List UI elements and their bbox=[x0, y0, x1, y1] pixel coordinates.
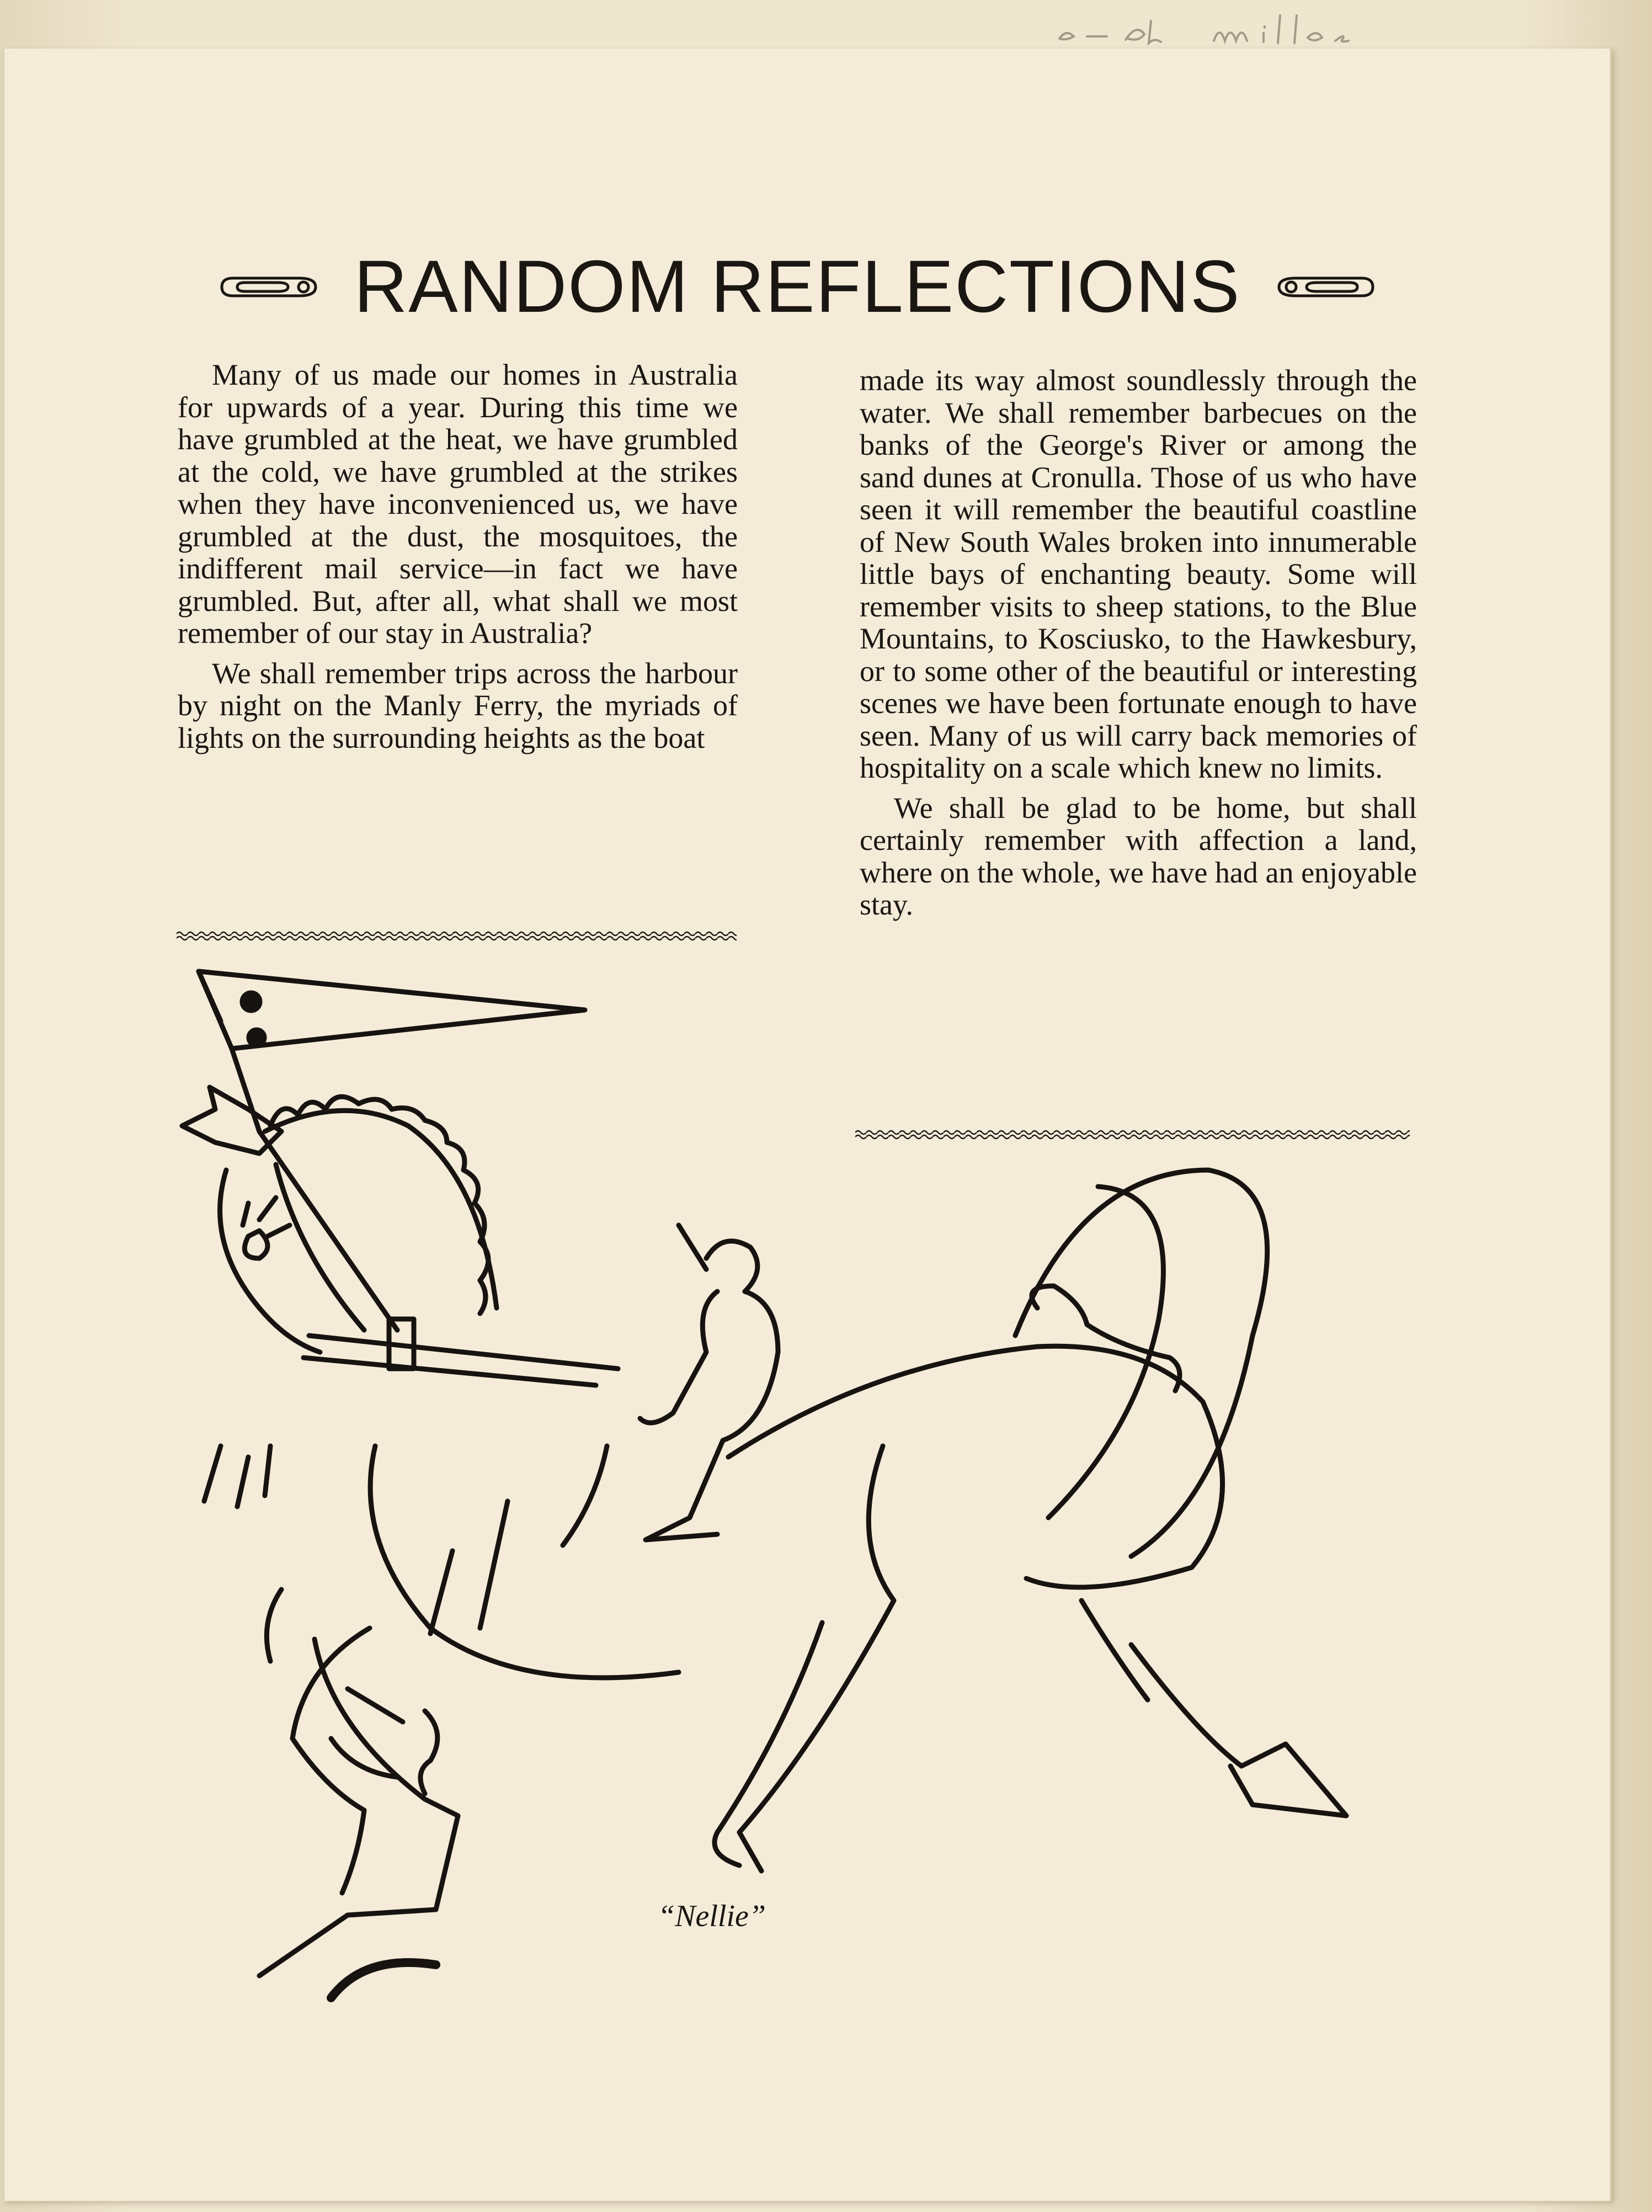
text-column-right bbox=[860, 364, 1417, 929]
title-row bbox=[177, 243, 1418, 331]
paragraph: We shall remember trips across the harbour by night on the Manly Ferry, the myriads of lights on the surrounding heights as the boat bbox=[178, 656, 738, 754]
text-column-left bbox=[178, 359, 738, 762]
page-title: RANDOM REFLECTIONS bbox=[354, 246, 1241, 328]
paragraph: We shall be glad to be home, but shall certainly remember with affection a land, where on the whole, we have had an enjoyable stay. bbox=[860, 791, 1417, 921]
horse-and-jockey-illustration bbox=[166, 949, 1435, 2042]
paragraph: Many of us made our homes in Australia for upwards of a year. During this time we have grumbled at the heat, we have grumbled at the cold, we have grumbled at the strikes when they have inconvenienced us, we have grumbled at the dust, the mosquitoes, the indifferent mail service—in fact we have grumbled. But, after all, what shall we most remember of our stay in Australia? bbox=[178, 358, 738, 650]
illustration-caption: “Nellie” bbox=[657, 1899, 766, 1933]
handwritten-signature bbox=[1048, 4, 1435, 54]
wavy-divider bbox=[177, 930, 737, 942]
scroll-ornament-right bbox=[1269, 270, 1379, 304]
scroll-ornament-left bbox=[215, 270, 326, 304]
paragraph: made its way almost soundlessly through the water. We shall remember barbecues on the banks of the George's River or among the sand dunes at Cronulla. Those of us who have seen it will remember the beautiful coastline of New South Wales broken into innumerable little bays of enchanting beauty. Some will remember visits to sheep stations, to the Blue Mountains, to Kosciusko, to the Hawkesbury, or to some other of the beautiful or interesting scenes we have been fortunate enough to have seen. Many of us will carry back memories of hospitality on a scale which knew no limits. bbox=[860, 364, 1417, 784]
